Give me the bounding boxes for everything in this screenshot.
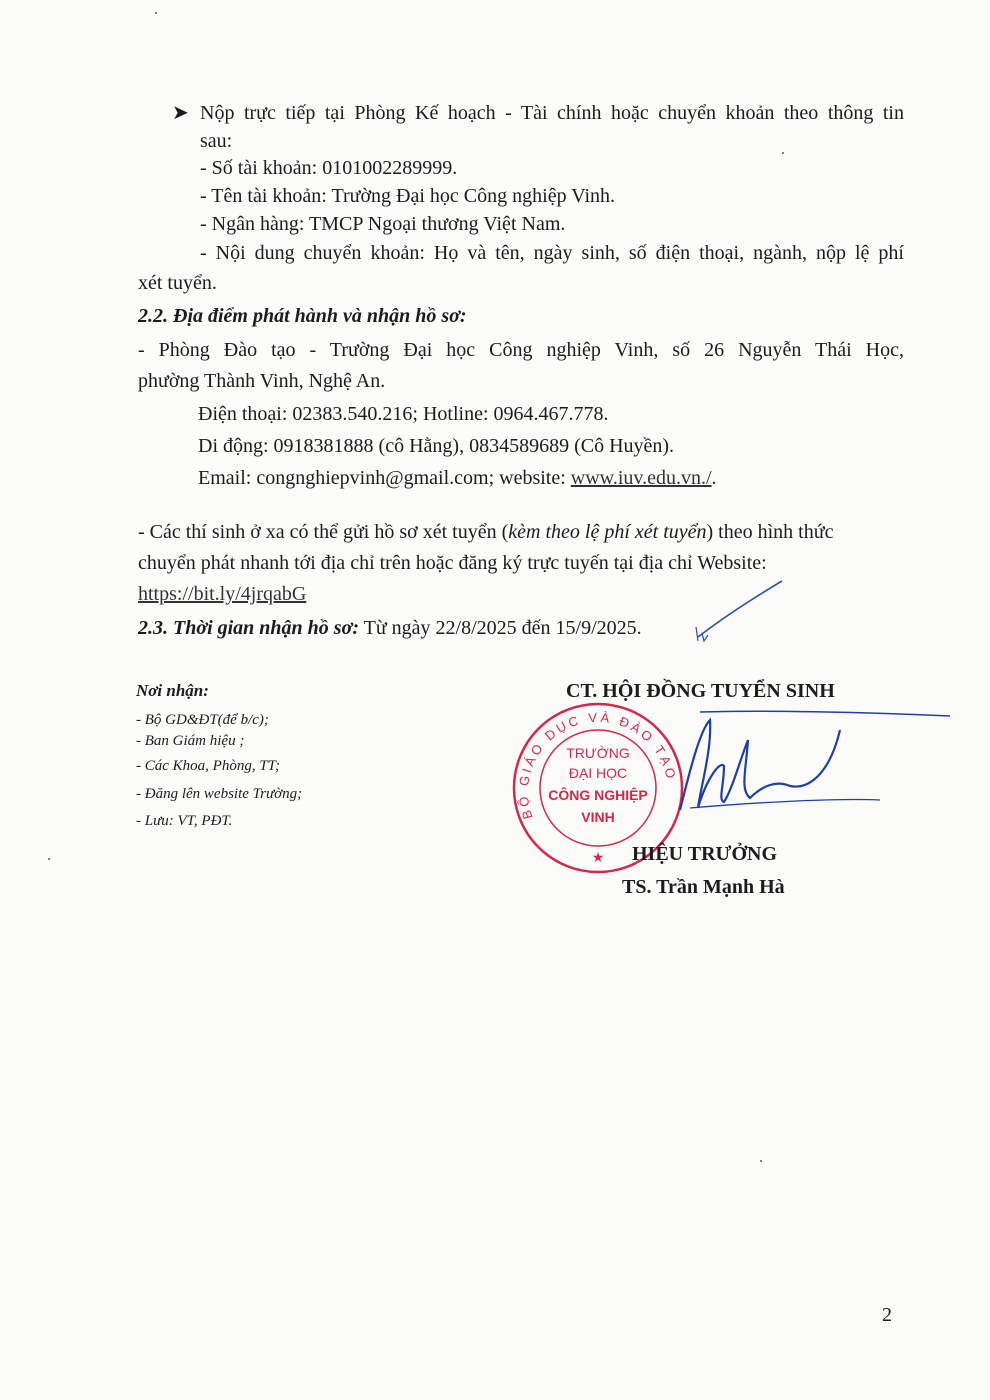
- transfer-content-line1: - Nội dung chuyển khoản: Họ và tên, ngày sinh, số điện thoại, ngành, nộp lệ phí: [200, 242, 904, 264]
- recipients-title: Nơi nhận:: [136, 681, 209, 700]
- remote-line1-start: - Các thí sinh ở xa có thể gửi hồ sơ xét tuyển (: [138, 521, 509, 543]
- svg-text:★: ★: [591, 851, 605, 866]
- remote-line1: [138, 519, 833, 545]
- recipient-item: - Bộ GD&ĐT(để b/c);: [136, 712, 269, 728]
- registration-link[interactable]: https://bit.ly/4jrqabG: [138, 583, 307, 605]
- account-name: - Tên tài khoản: Trường Đại học Công nghiệp Vinh.: [200, 185, 616, 207]
- payment-instruction-line2: sau:: [200, 130, 233, 152]
- email-text: Email: congnghiepvinh@gmail.com; website:: [198, 467, 571, 489]
- recipient-item: - Đăng lên website Trường;: [136, 786, 303, 802]
- phone-line: Điện thoại: 02383.540.216; Hotline: 0964.467.778.: [198, 403, 609, 425]
- section-2-3: [138, 615, 642, 641]
- remote-fee-note: kèm theo lệ phí xét tuyển: [508, 521, 707, 543]
- section-2-3-heading: 2.3. Thời gian nhận hồ sơ:: [138, 617, 359, 639]
- scan-speck: [782, 152, 784, 154]
- stamp-line4: VINH: [581, 809, 615, 825]
- section-2-3-text: Từ ngày 22/8/2025 đến 15/9/2025.: [358, 617, 642, 639]
- council-title: CT. HỘI ĐỒNG TUYỂN SINH: [566, 680, 835, 702]
- signer-name: TS. Trần Mạnh Hà: [622, 876, 785, 898]
- remote-line1-end: ) theo hình thức: [706, 521, 834, 543]
- scan-speck: [760, 1160, 762, 1162]
- scan-speck: [48, 858, 50, 860]
- svg-text:BỘ GIÁO DỤC VÀ ĐÀO TẠO: BỘ GIÁO DỤC VÀ ĐÀO TẠO: [515, 709, 680, 821]
- stamp-line1: TRƯỜNG: [566, 745, 630, 761]
- remote-line2: chuyển phát nhanh tới địa chỉ trên hoặc đăng ký trực tuyến tại địa chỉ Website:: [138, 552, 767, 574]
- section-2-2-heading: 2.2. Địa điểm phát hành và nhận hồ sơ:: [138, 305, 467, 327]
- website-link[interactable]: www.iuv.edu.vn./: [570, 467, 712, 489]
- stamp-line2: ĐẠI HỌC: [568, 765, 628, 781]
- transfer-content-line2: xét tuyển.: [138, 272, 217, 294]
- arrow-bullet-icon: ➤: [172, 102, 189, 124]
- pen-initial-icon: [690, 575, 790, 645]
- address-line2: phường Thành Vinh, Nghệ An.: [138, 370, 386, 392]
- email-suffix: .: [711, 467, 717, 489]
- handwritten-signature-icon: [640, 690, 960, 830]
- page-number: 2: [882, 1304, 892, 1326]
- email-line: [198, 465, 717, 491]
- address-line1: - Phòng Đào tạo - Trường Đại học Công nghiệp Vinh, số 26 Nguyễn Thái Học,: [138, 339, 904, 361]
- mobile-line: Di động: 0918381888 (cô Hằng), 0834589689 (Cô Huyền).: [198, 435, 675, 457]
- recipient-item: - Lưu: VT, PĐT.: [136, 813, 233, 829]
- stamp-line3: CÔNG NGHIỆP: [548, 787, 648, 803]
- bank-name: - Ngân hàng: TMCP Ngoại thương Việt Nam.: [200, 213, 566, 235]
- account-number: - Số tài khoản: 0101002289999.: [200, 157, 458, 179]
- rector-title: HIỆU TRƯỞNG: [632, 843, 778, 865]
- scan-speck: [155, 12, 157, 14]
- payment-instruction-line1: Nộp trực tiếp tại Phòng Kế hoạch - Tài chính hoặc chuyển khoản theo thông tin: [200, 102, 904, 124]
- recipient-item: - Các Khoa, Phòng, TT;: [136, 758, 281, 774]
- recipient-item: - Ban Giám hiệu ;: [136, 733, 245, 749]
